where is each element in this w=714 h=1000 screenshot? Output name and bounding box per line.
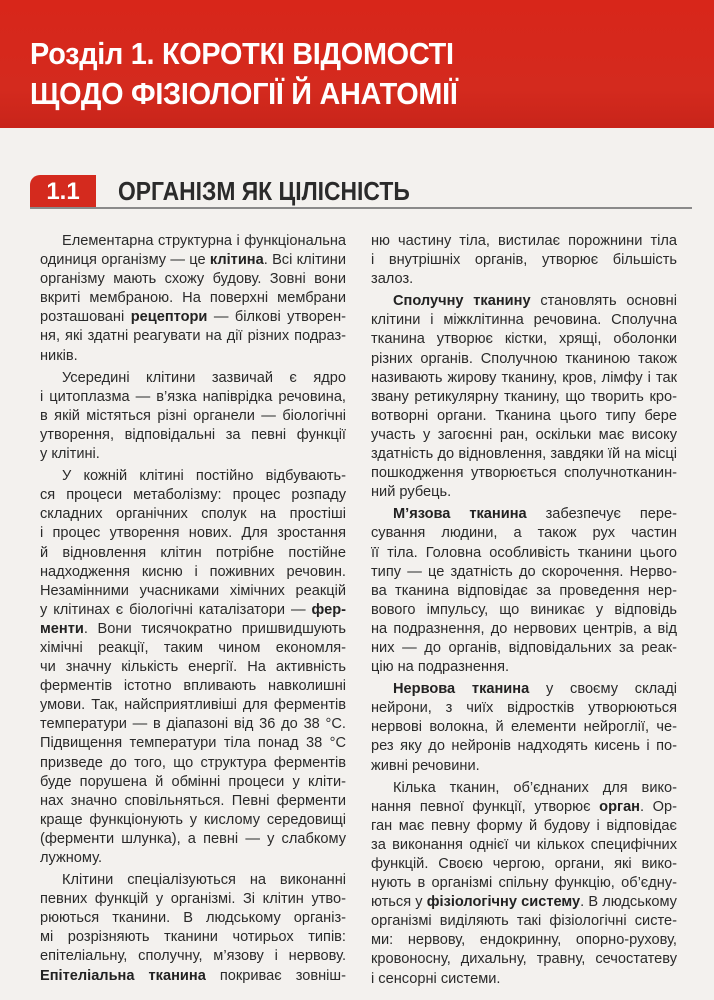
text-line: [371, 388, 677, 407]
text-line: [371, 483, 677, 502]
text-run: і цитоплазма — в’язка напіврідка речовина,: [40, 388, 346, 405]
text-line: [40, 582, 346, 601]
text-run: . Всі клітини: [263, 252, 346, 269]
text-line: [40, 369, 346, 388]
text-line: [40, 639, 346, 658]
text-run: типу — це здатність до скорочення. Нерво-: [371, 563, 677, 580]
text-run: живні речовини.: [371, 757, 480, 774]
bold-term: орган: [599, 798, 640, 815]
text-line: [40, 909, 346, 928]
text-line: [371, 950, 677, 969]
text-line: [40, 524, 346, 543]
text-run: і внутрішніх органів, утворює більшість: [371, 252, 677, 269]
text-line: [371, 582, 677, 601]
text-run: у клітинах є біологічні каталізатори —: [40, 601, 312, 618]
text-line: [40, 715, 346, 734]
text-line: [371, 524, 677, 543]
text-run: рюються тканини. В людському організ-: [40, 910, 346, 927]
text-run: нейрони, з чиїх відростків утворюються: [371, 700, 677, 717]
text-line: [40, 308, 346, 327]
bold-term: фер-: [311, 601, 346, 618]
text-line: [371, 836, 677, 855]
text-run: на подразнення, до нервових центрів, а від: [371, 620, 677, 637]
text-run: Підвищення температури тіла понад 38 °C: [40, 735, 346, 752]
text-line: [371, 232, 677, 251]
text-line: [371, 970, 677, 989]
text-line: [40, 270, 346, 289]
text-run: . Ор-: [640, 798, 677, 815]
text-run: і сенсорні системи.: [371, 970, 501, 987]
chapter-header-band: [0, 0, 714, 128]
text-run: нання певної функції, утворює: [371, 798, 600, 815]
text-run: вового імпульсу, що виникає у відповідь: [371, 601, 677, 618]
text-line: [40, 677, 346, 696]
paragraph: [371, 232, 677, 289]
text-line: [40, 811, 346, 830]
text-run: одиниця організму — це: [40, 252, 210, 269]
text-line: [40, 849, 346, 868]
text-line: [40, 792, 346, 811]
text-run: нервові волокна, й елементи нейроглії, че-: [371, 719, 677, 736]
text-line: [40, 467, 346, 486]
text-run: У кожній клітині постійно відбувають-: [62, 468, 346, 485]
text-run: розташовані: [40, 309, 131, 326]
text-run: кровоносну, дихальну, травну, сечостатеву: [371, 951, 677, 968]
text-run: функцій. Своєю чергою, органи, які вико-: [371, 856, 677, 872]
text-run: чи значну кількість енергії. На активність: [40, 659, 346, 676]
text-line: [40, 289, 346, 308]
text-line: [40, 563, 346, 582]
text-line: [40, 426, 346, 445]
text-line: [371, 912, 677, 931]
text-run: тканина утворює кістки, хрящі, оболонки: [371, 331, 677, 348]
text-run: буде порушена й обмінні процеси у кліти-: [40, 773, 346, 790]
text-run: ються у: [371, 894, 427, 911]
text-line: [371, 798, 677, 817]
section-divider: [30, 207, 692, 209]
text-line: [371, 658, 677, 677]
text-line: [40, 505, 346, 524]
text-line: [371, 544, 677, 563]
text-line: [371, 680, 677, 699]
text-line: [371, 251, 677, 270]
bold-term: рецептори: [130, 309, 208, 326]
text-run: . Вони тисячократно пришвидшують: [83, 620, 346, 637]
bold-term: М’язова тканина: [393, 506, 527, 523]
text-line: [40, 928, 346, 947]
text-run: краще функціонують у кислому середовищі: [40, 811, 346, 828]
text-line: [371, 737, 677, 756]
text-run: й відновлення клітин потрібне постійне: [40, 544, 346, 561]
text-line: [40, 327, 346, 346]
text-run: вкриті мембраною. На поверхні мембрани: [40, 290, 346, 307]
text-line: [371, 855, 677, 874]
text-line: [40, 232, 346, 251]
text-run: ва тканина відповідає за проведення нер-: [371, 582, 677, 599]
section-number-badge: 1.1: [30, 175, 96, 208]
text-run: залоз.: [371, 271, 414, 288]
text-run: Усередині клітини зазвичай є ядро: [62, 369, 346, 386]
bold-term: Нервова тканина: [393, 681, 530, 698]
bold-term: Сполучну тканину: [393, 293, 531, 310]
text-run: пошкодження утворюється сполучнотканин-: [371, 465, 677, 482]
text-run: нують в організмі спільну функцію, об’єдну-: [371, 875, 677, 892]
text-line: [40, 445, 346, 464]
text-run: Незамінними учасниками хімічних реакцій: [40, 582, 346, 599]
text-line: [40, 544, 346, 563]
text-line: [40, 967, 346, 986]
text-run: клітини і міжклітинна речовина. Сполучна: [371, 312, 677, 329]
text-line: [371, 311, 677, 330]
paragraph: [40, 871, 346, 986]
text-line: [371, 292, 677, 311]
text-line: [40, 601, 346, 620]
text-run: організмі виділяють такі фізіологічні систе-: [371, 913, 677, 930]
text-line: [40, 388, 346, 407]
text-run: ся процеси метаболізму: процес розпаду: [40, 487, 346, 504]
text-run: ників.: [40, 347, 78, 364]
text-line: [40, 658, 346, 677]
text-line: [371, 369, 677, 388]
text-line: [40, 830, 346, 849]
text-run: ган має певну форму й будову і відповідає: [371, 817, 677, 834]
text-line: [371, 893, 677, 912]
text-line: [40, 773, 346, 792]
bold-term: Епітеліальна тканина: [40, 967, 206, 984]
text-run: надходження кисню і поживних речовин.: [40, 563, 346, 580]
text-run: ня, які здатні реагувати на дії різних подраз-: [40, 328, 346, 345]
text-line: [371, 620, 677, 639]
text-line: [371, 874, 677, 893]
text-line: [371, 563, 677, 582]
text-run: вотворні органи. Тканина цього типу бере: [371, 407, 677, 424]
text-line: [371, 270, 677, 289]
text-run: її тіла. Головна особливість тканини цього: [371, 544, 677, 561]
text-line: [371, 426, 677, 445]
text-line: [371, 817, 677, 836]
paragraph: [371, 505, 677, 677]
bold-term: фізіологічну систему: [426, 894, 581, 911]
chapter-title-line-2: ЩОДО ФІЗІОЛОГІЇ Й АНАТОМІЇ: [30, 76, 458, 111]
text-line: [371, 505, 677, 524]
text-run: призведе до того, що структура ферментів: [40, 754, 346, 771]
text-line: [371, 718, 677, 737]
text-run: звану ретикулярну тканину, що творить кро-: [371, 388, 677, 405]
text-run: участь у загоєнні ран, оскільки має високу: [371, 426, 677, 443]
text-run: і процес утворення нових. Для зростання: [40, 525, 346, 542]
text-run: називають жирову тканину, кров, лімфу і так: [371, 369, 677, 386]
text-run: хімічні реакції, таким чином економля-: [40, 639, 346, 656]
text-column-left: [40, 232, 346, 989]
text-run: Кілька тканин, об’єднаних для вико-: [393, 779, 677, 796]
text-run: в якій містяться різні органели — біологічні: [40, 407, 346, 424]
text-run: становлять основні: [530, 293, 677, 310]
text-run: них — до органів, відповідальних за реак-: [371, 639, 677, 656]
text-line: [40, 734, 346, 753]
text-line: [371, 931, 677, 950]
chapter-title-line-1: Розділ 1. КОРОТКІ ВІДОМОСТІ: [30, 36, 454, 71]
text-run: ню частину тіла, вистилає порожнини тіла: [371, 233, 677, 249]
paragraph: [371, 779, 677, 989]
bold-term: менти: [40, 620, 84, 637]
text-run: за виконання однієї чи кількох специфічних: [371, 836, 677, 853]
text-line: [40, 620, 346, 639]
text-line: [371, 445, 677, 464]
text-line: [40, 890, 346, 909]
text-line: [371, 601, 677, 620]
text-line: [40, 251, 346, 270]
section-title: ОРГАНІЗМ ЯК ЦІЛІСНІСТЬ: [118, 176, 410, 206]
paragraph: [371, 680, 677, 775]
text-run: у клітині.: [40, 446, 100, 463]
text-run: епітеліальну, сполучну, м’язову і нервову.: [40, 948, 346, 965]
text-run: рез яку до нейронів надходять кисень і по-: [371, 738, 677, 755]
text-line: [371, 757, 677, 776]
text-line: [371, 407, 677, 426]
text-line: [371, 350, 677, 369]
text-run: лужному.: [40, 850, 103, 866]
text-run: цію на подразнення.: [371, 659, 510, 676]
text-run: температури — в діапазоні від 36 до 38 °C.: [40, 716, 346, 733]
text-run: умови. Так, найсприятливіші для ферментів: [40, 697, 346, 714]
text-run: ний рубець.: [371, 484, 452, 501]
text-run: Елементарна структурна і функціональна: [62, 233, 346, 249]
text-run: ми: нервову, ендокринну, опорно-рухову,: [371, 932, 677, 949]
text-line: [40, 871, 346, 890]
text-line: [40, 754, 346, 773]
text-run: утворення, відповідальні за певні функції: [40, 426, 346, 443]
text-run: покриває зовніш-: [205, 967, 346, 984]
paragraph: [40, 467, 346, 868]
text-line: [40, 947, 346, 966]
paragraph: [371, 292, 677, 502]
text-line: [40, 486, 346, 505]
text-run: здатність до відновлення, завдяки їй на місці: [371, 446, 677, 463]
text-line: [371, 464, 677, 483]
text-line: [40, 696, 346, 715]
text-line: [371, 639, 677, 658]
bold-term: клітина: [209, 252, 264, 269]
text-run: мі розрізняють тканини чотирьох типів:: [40, 929, 346, 946]
text-column-right: [371, 232, 677, 992]
text-run: сування людини, а також рух частин: [371, 525, 677, 542]
text-run: у своєму складі: [545, 681, 677, 698]
text-run: — білкові утворен-: [207, 309, 346, 326]
text-run: різних органів. Сполучною тканиною також: [371, 350, 677, 367]
text-run: ферментів істотно впливають навколишні: [40, 678, 346, 695]
text-run: . В людському: [580, 894, 677, 911]
text-run: забезпечує пере-: [526, 506, 677, 523]
text-run: певних функцій у організмі. Зі клітин утво-: [40, 891, 346, 908]
paragraph: [40, 232, 346, 366]
text-line: [371, 779, 677, 798]
text-run: нах значно сповільняться. Певні ферменти: [40, 792, 346, 809]
text-line: [40, 407, 346, 426]
text-line: [40, 347, 346, 366]
text-run: складних органічних сполук на простіші: [40, 506, 346, 523]
text-run: Клітини спеціалізуються на виконанні: [62, 872, 346, 889]
paragraph: [40, 369, 346, 464]
text-run: організму мають схожу будову. Зовні вони: [40, 271, 346, 288]
text-line: [371, 330, 677, 349]
text-run: (ферменти шлунка), а певні — у слабкому: [40, 830, 346, 847]
text-line: [371, 699, 677, 718]
